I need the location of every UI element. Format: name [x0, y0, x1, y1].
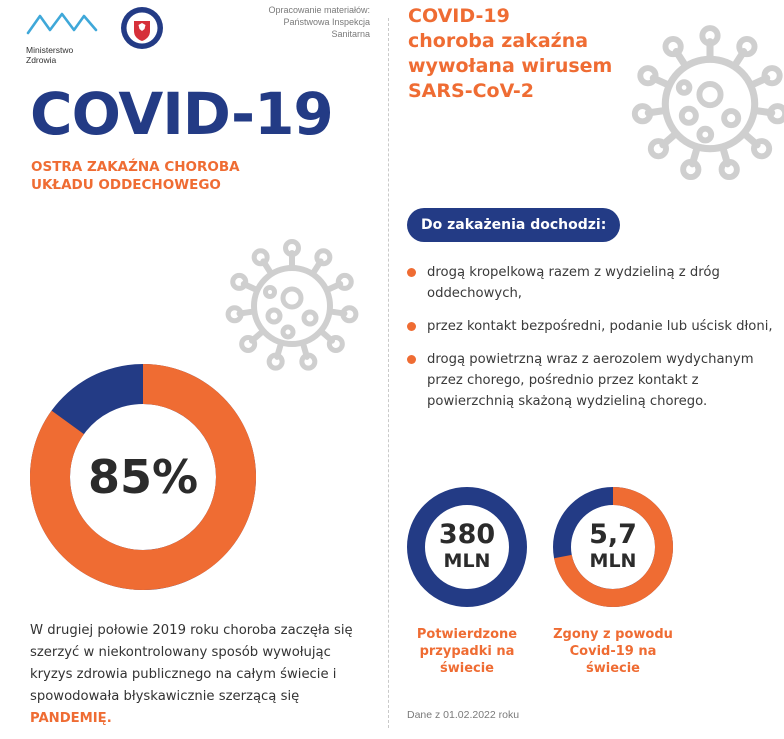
transmission-list — [407, 262, 777, 424]
percent-value: 85% — [87, 450, 199, 504]
caption-line: Potwierdzone — [416, 627, 518, 642]
description-highlight: PANDEMIĘ. — [30, 711, 112, 726]
cases-value — [406, 520, 528, 572]
caption-line: przypadki na — [419, 644, 515, 659]
deaths-number: 5,7 — [589, 519, 637, 550]
caption-line: świecie — [586, 661, 640, 676]
sanitary-inspection-emblem — [120, 6, 164, 50]
ministry-logo-mark — [26, 8, 100, 38]
deaths-caption — [538, 626, 688, 677]
subtitle — [31, 158, 291, 194]
main-title: COVID-19 — [30, 80, 333, 148]
ministry-logo — [26, 8, 100, 65]
deaths-value — [552, 520, 674, 572]
date-note: Dane z 01.02.2022 roku — [407, 709, 520, 721]
source-line: Sanitarna — [331, 29, 370, 39]
bullet-icon — [407, 322, 416, 331]
transmission-heading: Do zakażenia dochodzi: — [407, 208, 620, 242]
caption-line: Covid-19 na — [569, 644, 657, 659]
list-item-text: drogą powietrzną wraz z aerozolem wydychanym przez chorego, pośrednio przez kontakt z powierzchnią skażoną wydzieliną chorego. — [427, 352, 754, 409]
cases-unit: MLN — [443, 550, 491, 572]
source-note — [258, 4, 370, 40]
cases-number: 380 — [438, 519, 496, 550]
right-title-line: SARS-CoV-2 — [408, 80, 535, 102]
right-title-line: choroba zakaźna — [408, 30, 589, 52]
caption-line: Zgony z powodu — [553, 627, 673, 642]
cases-caption — [392, 626, 542, 677]
bullet-icon — [407, 355, 416, 364]
description-text: W drugiej połowie 2019 roku choroba zaczęła się szerzyć w niekontrolowany sposób wywołując kryzys zdrowia publicznego na całym świecie i spowodowała błyskawicznie szerzącą się — [30, 623, 353, 704]
list-item — [407, 262, 777, 304]
description-paragraph — [30, 620, 370, 730]
right-title — [408, 4, 678, 104]
deaths-unit: MLN — [589, 550, 637, 572]
caption-line: świecie — [440, 661, 494, 676]
list-item-text: drogą kropelkową razem z wydzieliną z dróg oddechowych, — [427, 265, 720, 301]
right-title-line: wywołana wirusem — [408, 55, 613, 77]
subtitle-line: UKŁADU ODDECHOWEGO — [31, 177, 221, 193]
column-divider — [388, 18, 389, 728]
bullet-icon — [407, 268, 416, 277]
source-line: Państwowa Inspekcja — [283, 17, 370, 27]
list-item — [407, 349, 777, 412]
source-line: Opracowanie materiałów: — [268, 5, 370, 15]
virus-icon — [224, 238, 360, 374]
subtitle-line: OSTRA ZAKAŹNA CHOROBA — [31, 159, 240, 175]
list-item-text: przez kontakt bezpośredni, podanie lub uścisk dłoni, — [427, 319, 773, 334]
right-title-line: COVID-19 — [408, 5, 510, 27]
list-item — [407, 316, 777, 337]
ministry-label: Ministerstwo Zdrowia — [26, 45, 74, 65]
